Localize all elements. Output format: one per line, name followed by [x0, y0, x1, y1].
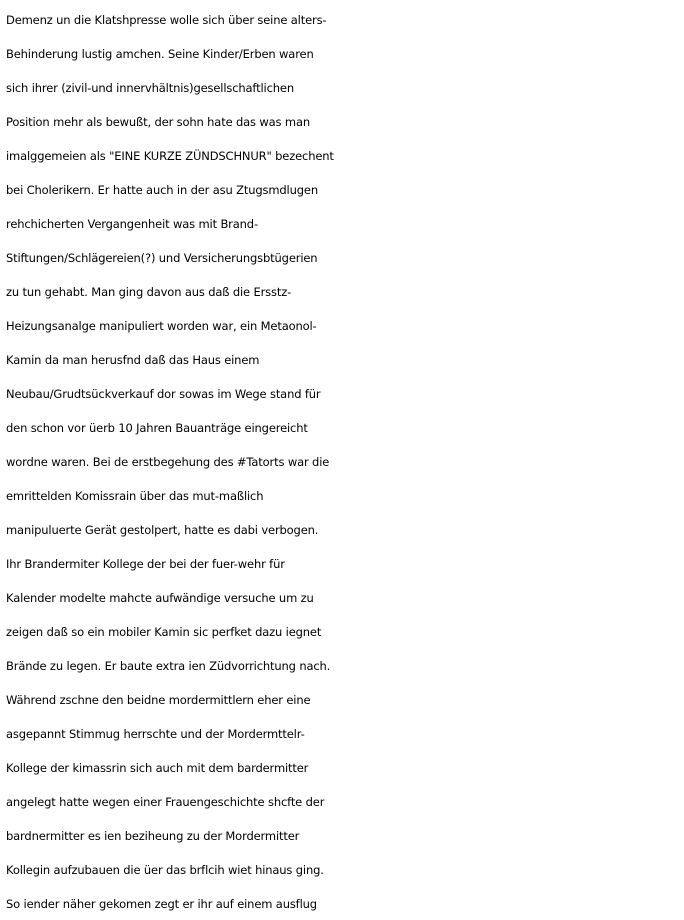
text-line: rehchicherten Vergangenheit was mit Brand- [6, 217, 258, 231]
text-line: zeigen daß so ein mobiler Kamin sic perfket dazu iegnet [6, 625, 322, 639]
text-line: sich ihrer (zivil-und innervhältnis)gesellschaftlichen [6, 81, 294, 95]
text-line: Position mehr als bewußt, der sohn hate das was man [6, 115, 310, 129]
text-line: zu tun gehabt. Man ging davon aus daß die Ersstz- [6, 285, 292, 299]
text-line: emrittelden Komissrain über das mut-maßlich [6, 489, 264, 503]
text-line: wordne waren. Bei de erstbegehung des #Tatorts war die [6, 455, 330, 469]
text-line: bei Cholerikern. Er hatte auch in der asu Ztugsmdlugen [6, 183, 318, 197]
text-line: angelegt hatte wegen einer Frauengeschichte shcfte der [6, 795, 325, 809]
text-line: Neubau/Grudtsückverkauf dor sowas im Wege stand für [6, 387, 321, 401]
text-line: Heizungsanalge manipuliert worden war, ein Metaonol- [6, 319, 317, 333]
text-line: Stiftungen/Schlägereien(?) und Versicherungsbtügerien [6, 251, 318, 265]
document-text [6, 3, 684, 920]
text-line: Kamin da man herusfnd daß das Haus einem [6, 353, 260, 367]
text-line: Kollegin aufzubauen die üer das brflcih wiet hinaus ging. [6, 863, 324, 877]
text-line: Kalender modelte mahcte aufwändige versuche um zu [6, 591, 314, 605]
text-line: So iender näher gekomen zegt er ihr auf einem ausflug [6, 897, 317, 911]
text-line: Während zschne den beidne mordermittlern eher eine [6, 693, 311, 707]
text-line: asgepannt Stimmug herrschte und der Mordermttelr- [6, 727, 305, 741]
text-line: manipuluerte Gerät gestolpert, hatte es dabi verbogen. [6, 523, 319, 537]
text-line: Ihr Brandermiter Kollege der bei der fuer-wehr für [6, 557, 285, 571]
text-line: Demenz un die Klatshpresse wolle sich über seine alters- [6, 13, 327, 27]
text-line: Kollege der kimassrin sich auch mit dem bardermitter [6, 761, 309, 775]
text-line: imalggemeien als "EINE KURZE ZÜNDSCHNUR" bezechent [6, 149, 334, 163]
text-line: Behinderung lustig amchen. Seine Kinder/Erben waren [6, 47, 314, 61]
text-line: Brände zu legen. Er baute extra ien Züdvorrichtung nach. [6, 659, 331, 673]
text-line: bardnermitter es ien beziheung zu der Mordermitter [6, 829, 300, 843]
text-line: den schon vor üerb 10 Jahren Bauanträge eingereicht [6, 421, 308, 435]
